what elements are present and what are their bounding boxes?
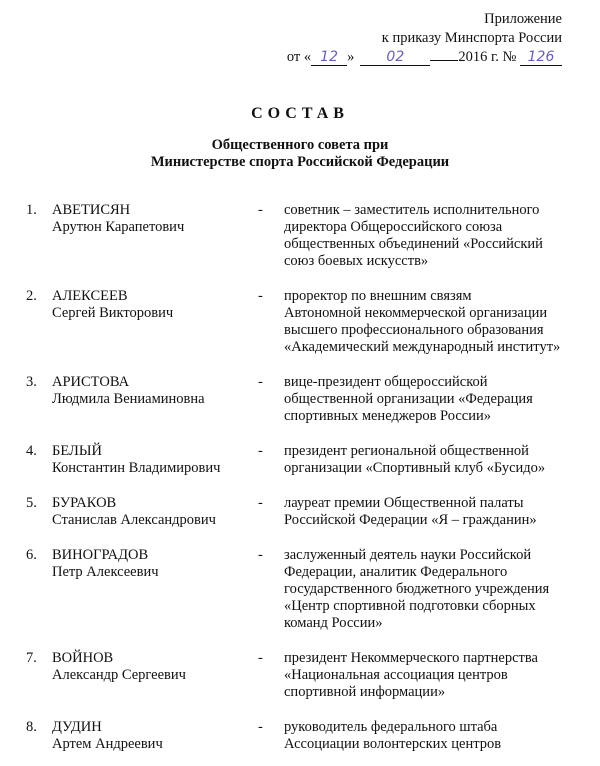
member-dash: - bbox=[258, 202, 263, 218]
member-number: 3. bbox=[26, 374, 37, 390]
member-surname: БЕЛЫЙ bbox=[52, 443, 102, 459]
member-given-name: Петр Алексеевич bbox=[52, 564, 159, 580]
member-row bbox=[0, 495, 600, 547]
date-underline bbox=[430, 48, 458, 61]
member-given-name: Станислав Александрович bbox=[52, 512, 216, 528]
member-position: лауреат премии Общественной палаты Российской Федерации «Я – гражданин» bbox=[284, 495, 537, 528]
member-surname: АЛЕКСЕЕВ bbox=[52, 288, 128, 304]
member-surname: БУРАКОВ bbox=[52, 495, 117, 511]
member-given-name: Арутюн Карапетович bbox=[52, 219, 185, 235]
member-surname: АРИСТОВА bbox=[52, 374, 130, 390]
member-row bbox=[0, 650, 600, 719]
member-row bbox=[0, 202, 600, 288]
member-row bbox=[0, 547, 600, 650]
member-surname: ДУДИН bbox=[52, 719, 102, 735]
member-row bbox=[0, 443, 600, 495]
member-name bbox=[52, 719, 242, 753]
member-row bbox=[0, 719, 600, 755]
member-position: президент региональной общественной организации «Спортивный клуб «Бусидо» bbox=[284, 443, 546, 476]
appendix-order-ref: к приказу Минспорта России bbox=[381, 30, 562, 46]
member-dash: - bbox=[258, 374, 263, 390]
member-name bbox=[52, 443, 242, 477]
member-dash: - bbox=[258, 495, 263, 511]
date-prefix: от « bbox=[286, 49, 312, 65]
member-position: советник – заместитель исполнительного директора Общероссийского союза общественных объединений «Российский союз боевых искусств» bbox=[284, 202, 543, 269]
member-given-name: Людмила Вениаминовна bbox=[52, 391, 205, 407]
member-name bbox=[52, 547, 242, 581]
document-title: СОСТАВ bbox=[251, 105, 349, 122]
members-list bbox=[0, 202, 600, 755]
member-name bbox=[52, 374, 242, 408]
member-row bbox=[0, 288, 600, 374]
member-number: 1. bbox=[26, 202, 37, 218]
appendix-header bbox=[287, 10, 562, 67]
appendix-title: Приложение bbox=[484, 11, 562, 27]
member-number: 2. bbox=[26, 288, 37, 304]
member-dash: - bbox=[258, 547, 263, 563]
member-number: 4. bbox=[26, 443, 37, 459]
subtitle-line-2: Министерстве спорта Российской Федерации bbox=[150, 154, 450, 170]
year-and-number-label: 2016 г. № bbox=[458, 49, 517, 65]
handwritten-order-number: 126 bbox=[520, 50, 562, 66]
member-name bbox=[52, 202, 242, 236]
member-number: 6. bbox=[26, 547, 37, 563]
member-surname: ВОЙНОВ bbox=[52, 650, 114, 666]
member-name bbox=[52, 288, 242, 322]
member-given-name: Артем Андреевич bbox=[52, 736, 163, 752]
member-position: руководитель федерального штаба Ассоциации волонтерских центров bbox=[284, 719, 502, 752]
member-name bbox=[52, 495, 242, 529]
member-given-name: Сергей Викторович bbox=[52, 305, 174, 321]
subtitle-line-1: Общественного совета при bbox=[211, 137, 389, 153]
member-name bbox=[52, 650, 242, 684]
member-number: 5. bbox=[26, 495, 37, 511]
member-row bbox=[0, 374, 600, 443]
date-quote-close: » bbox=[347, 49, 355, 65]
member-surname: АВЕТИСЯН bbox=[52, 202, 131, 218]
document-subtitle bbox=[0, 137, 600, 171]
member-dash: - bbox=[258, 719, 263, 735]
member-given-name: Константин Владимирович bbox=[52, 460, 221, 476]
member-surname: ВИНОГРАДОВ bbox=[52, 547, 149, 563]
member-dash: - bbox=[258, 288, 263, 304]
member-dash: - bbox=[258, 650, 263, 666]
member-dash: - bbox=[258, 443, 263, 459]
member-given-name: Александр Сергеевич bbox=[52, 667, 186, 683]
member-position: заслуженный деятель науки Российской Федерации, аналитик Федерального государственного бюджетного учреждения «Центр спортивной подготовки сборных команд России» bbox=[284, 547, 550, 631]
member-number: 8. bbox=[26, 719, 37, 735]
handwritten-month: 02 bbox=[360, 50, 430, 66]
member-position: вице-президент общероссийской общественной организации «Федерация спортивных менеджеров России» bbox=[284, 374, 533, 424]
member-number: 7. bbox=[26, 650, 37, 666]
handwritten-day: 12 bbox=[311, 50, 347, 66]
appendix-date-line bbox=[287, 48, 562, 67]
member-position: президент Некоммерческого партнерства «Национальная ассоциация центров спортивной информации» bbox=[284, 650, 538, 700]
member-position: проректор по внешним связям Автономной некоммерческой организации высшего профессионального образования «Академический международный институт» bbox=[284, 288, 561, 355]
